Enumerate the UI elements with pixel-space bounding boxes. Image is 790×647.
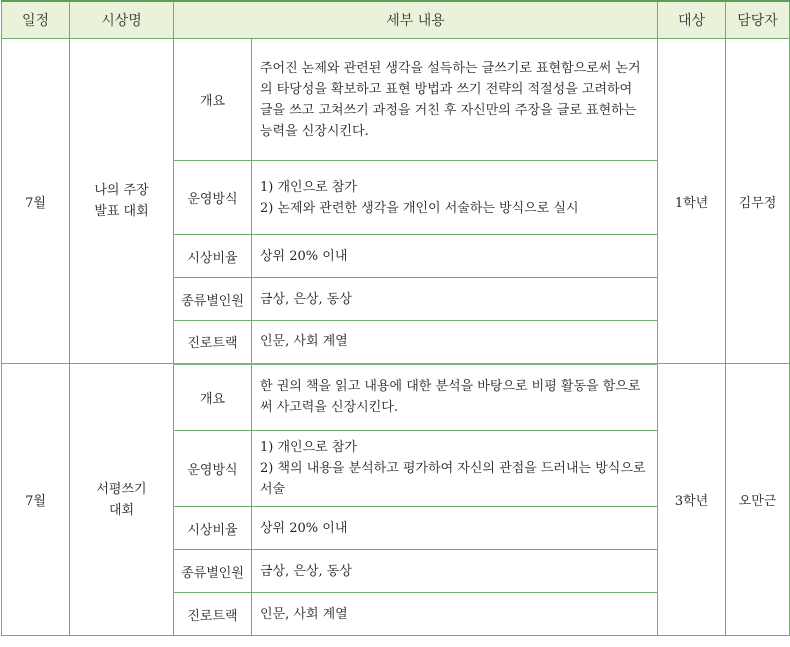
detail-text: 주어진 논제와 관련된 생각을 설득하는 글쓰기로 표현함으로써 논거의 타당성을 확보하고 표현 방법과 쓰기 전략의 적절성을 고려하여 글을 쓰고 고쳐쓰기 과정을 거친 후 자신만의 주장을 글로 표현하는 능력을 신장시킨다.: [252, 39, 658, 161]
detail-label: 시상비율: [174, 507, 252, 550]
award-row-overview: [2, 364, 790, 431]
detail-text: 금상, 은상, 동상: [252, 550, 658, 593]
detail-text: 인문, 사회 계열: [252, 593, 658, 636]
award-name-cell: 서평쓰기 대회: [70, 364, 174, 636]
detail-text: 금상, 은상, 동상: [252, 278, 658, 321]
header-award-name: 시상명: [70, 1, 174, 39]
detail-text: 인문, 사회 계열: [252, 321, 658, 364]
manager-cell: 오만근: [726, 364, 790, 636]
schedule-cell: 7월: [2, 364, 70, 636]
detail-label: 운영방식: [174, 161, 252, 235]
detail-label: 종류별인원: [174, 278, 252, 321]
detail-text: 상위 20% 이내: [252, 507, 658, 550]
header-schedule: 일정: [2, 1, 70, 39]
detail-label: 운영방식: [174, 431, 252, 507]
award-row-overview: [2, 39, 790, 161]
detail-text: 상위 20% 이내: [252, 235, 658, 278]
target-cell: 3학년: [658, 364, 726, 636]
detail-label: 시상비율: [174, 235, 252, 278]
detail-label: 종류별인원: [174, 550, 252, 593]
detail-text: 한 권의 책을 읽고 내용에 대한 분석을 바탕으로 비평 활동을 함으로써 사고력을 신장시킨다.: [252, 364, 658, 431]
header-details: 세부 내용: [174, 1, 658, 39]
award-schedule-table: [1, 0, 790, 636]
detail-label: 진로트랙: [174, 321, 252, 364]
target-cell: 1학년: [658, 39, 726, 364]
detail-text: 1) 개인으로 참가 2) 논제와 관련한 생각을 개인이 서술하는 방식으로 실시: [252, 161, 658, 235]
manager-cell: 김무정: [726, 39, 790, 364]
detail-label: 개요: [174, 364, 252, 431]
header-target: 대상: [658, 1, 726, 39]
detail-label: 개요: [174, 39, 252, 161]
schedule-cell: 7월: [2, 39, 70, 364]
header-manager: 담당자: [726, 1, 790, 39]
detail-text: 1) 개인으로 참가 2) 책의 내용을 분석하고 평가하여 자신의 관점을 드러내는 방식으로 서술: [252, 431, 658, 507]
header-row: [2, 1, 790, 39]
detail-label: 진로트랙: [174, 593, 252, 636]
award-name-cell: 나의 주장 발표 대회: [70, 39, 174, 364]
